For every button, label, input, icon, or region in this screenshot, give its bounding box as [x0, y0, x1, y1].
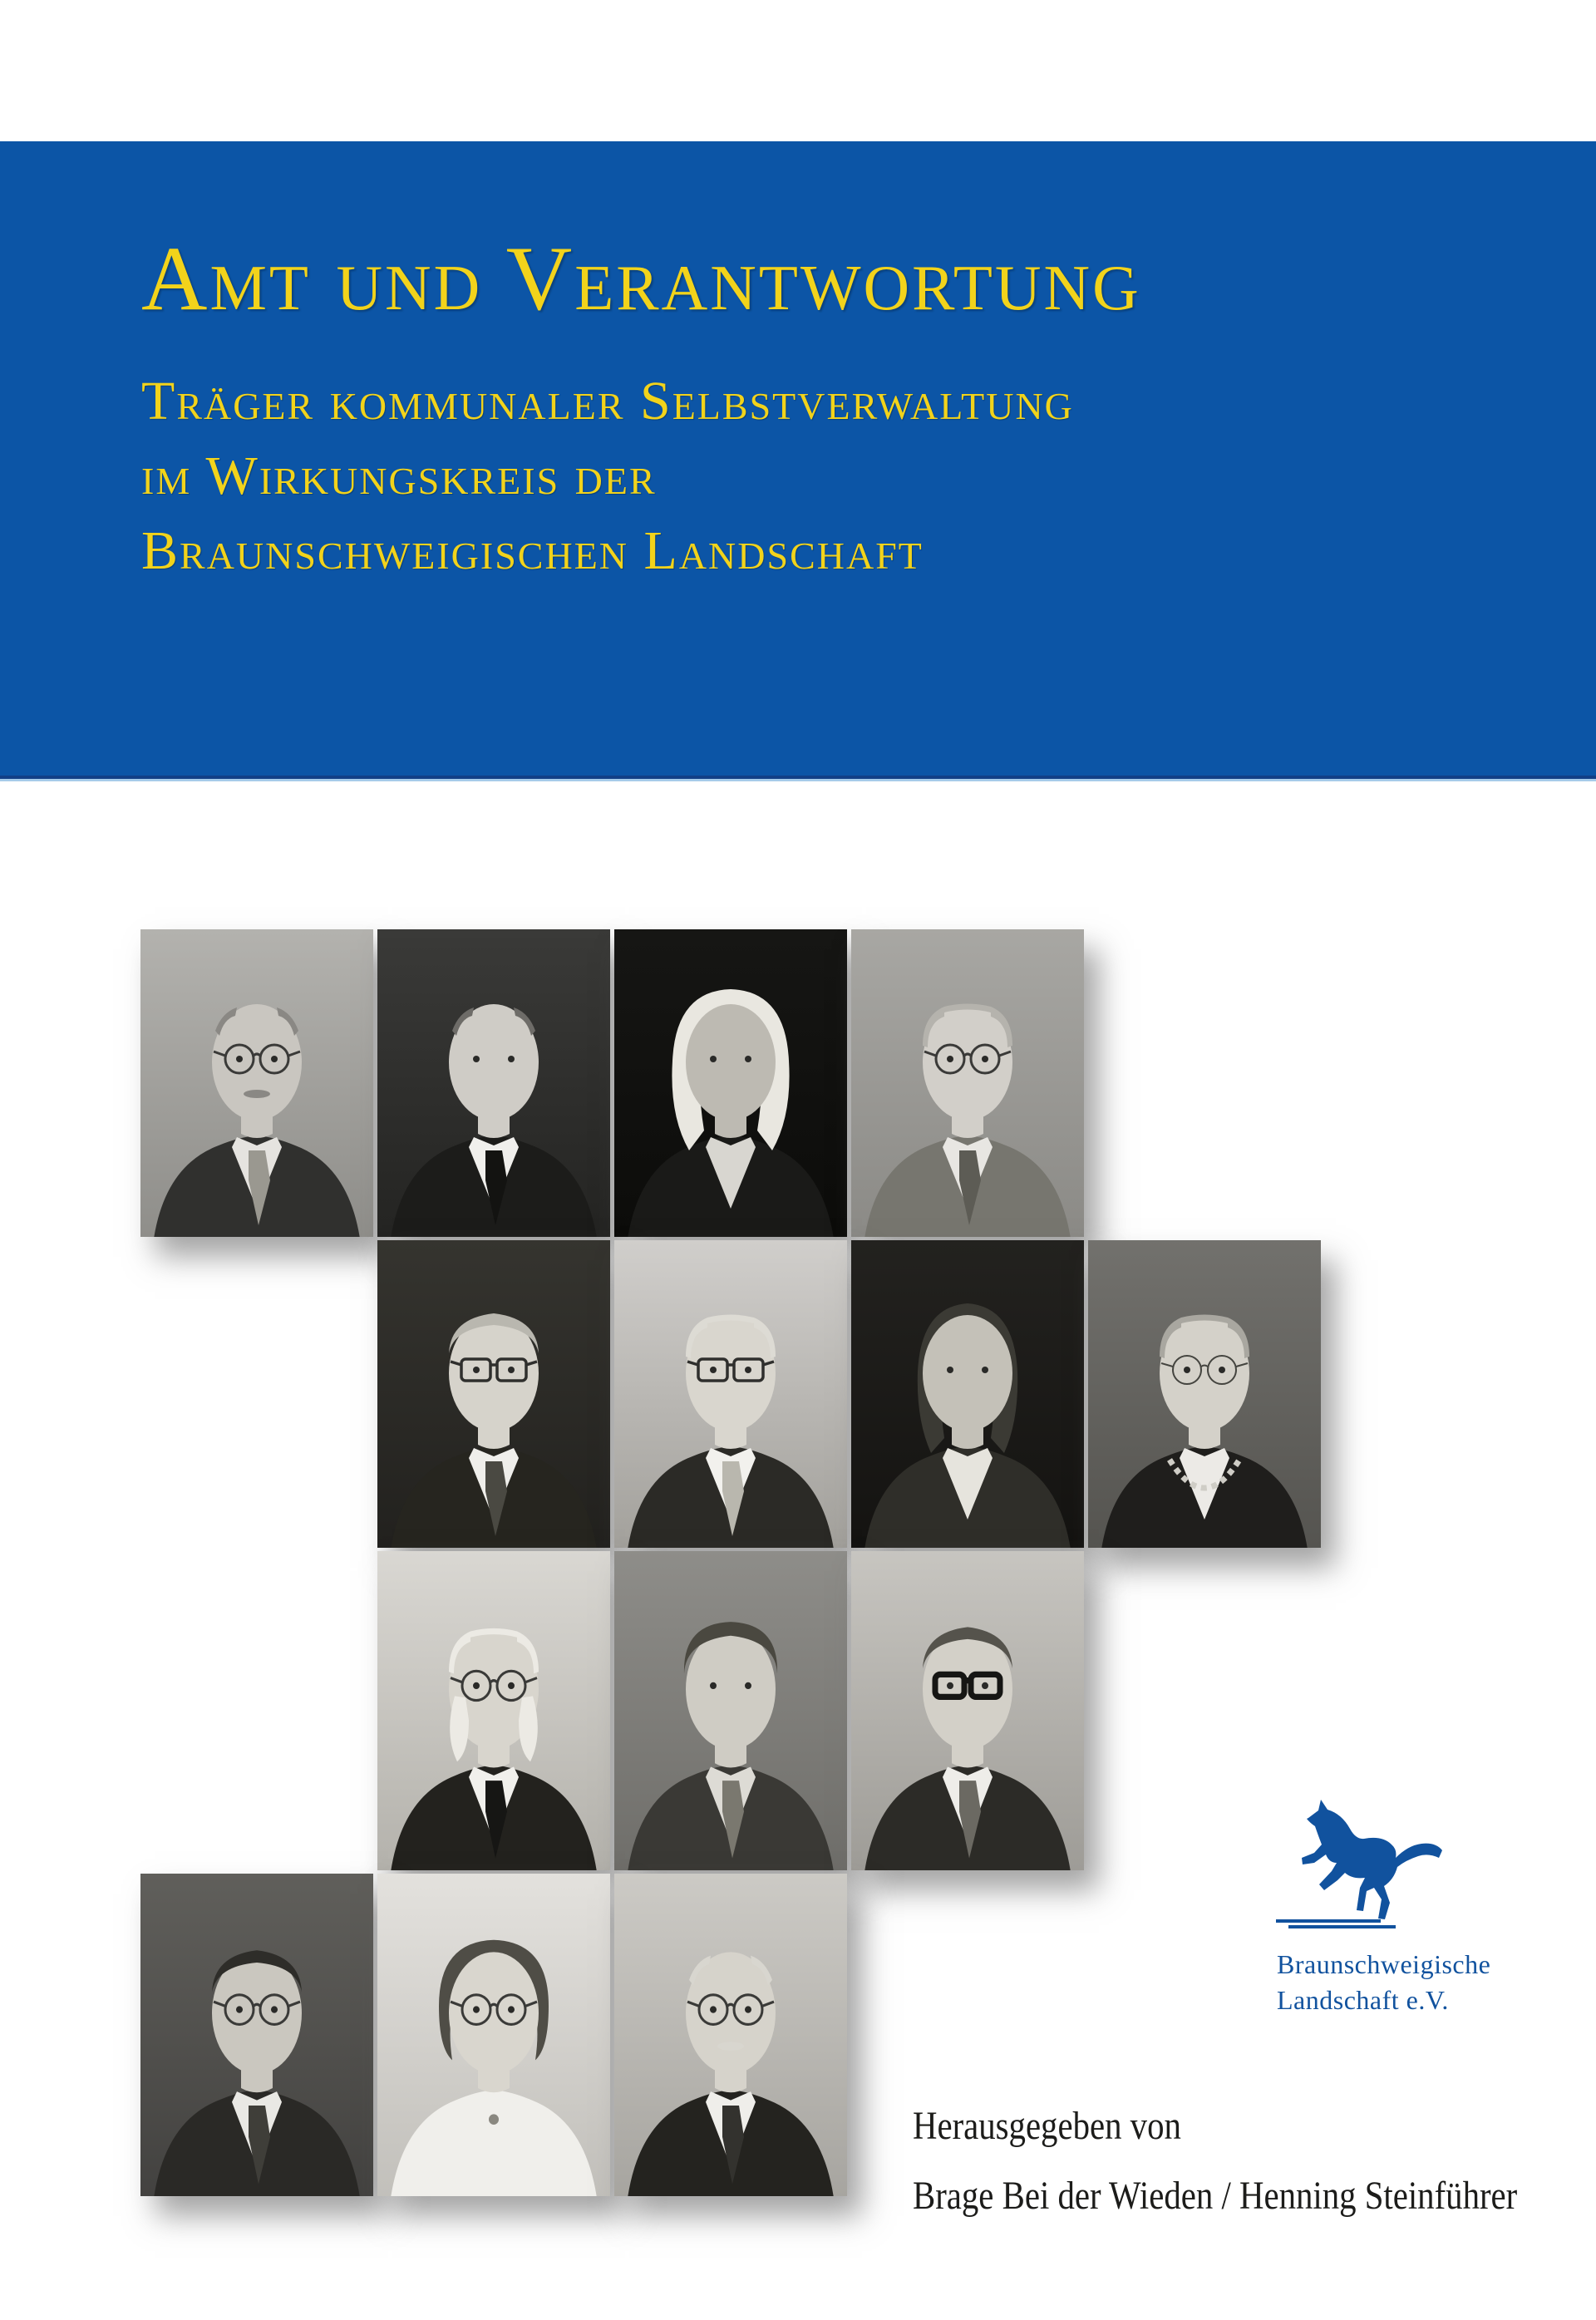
portrait-silhouette-icon — [377, 929, 610, 1237]
publisher-name-line-1: Braunschweigische — [1277, 1949, 1491, 1979]
portrait-photo-5 — [377, 1240, 610, 1548]
portrait-silhouette-icon — [614, 1874, 847, 2196]
book-title: Amt und Verantwortung — [141, 228, 1141, 329]
portrait-silhouette-icon — [614, 1551, 847, 1870]
publisher-logo — [1270, 1792, 1544, 2018]
saxon-steed-icon — [1270, 1792, 1446, 1930]
portrait-photo-7 — [851, 1240, 1084, 1548]
portrait-silhouette-icon — [614, 929, 847, 1237]
portrait-silhouette-icon — [377, 1551, 610, 1870]
publisher-name-line-2: Landschaft e.V. — [1277, 1985, 1449, 2015]
portrait-silhouette-icon — [377, 1240, 610, 1548]
subtitle-line-3: Braunschweigischen Landschaft — [141, 520, 924, 581]
portrait-photo-4 — [851, 929, 1084, 1237]
portrait-silhouette-icon — [614, 1240, 847, 1548]
portrait-photo-1 — [140, 929, 373, 1237]
portrait-silhouette-icon — [140, 929, 373, 1237]
portrait-photo-11 — [851, 1551, 1084, 1870]
portrait-photo-2 — [377, 929, 610, 1237]
imprint-line-2: Brage Bei der Wieden / Henning Steinführer — [913, 2174, 1518, 2218]
editors-imprint — [913, 2091, 1596, 2231]
portrait-photo-13 — [377, 1874, 610, 2196]
portrait-silhouette-icon — [851, 929, 1084, 1237]
portrait-silhouette-icon — [851, 1551, 1084, 1870]
subtitle-line-2: im Wirkungskreis der — [141, 446, 657, 506]
subtitle-line-1: Träger kommunaler Selbstverwaltung — [141, 371, 1074, 431]
portrait-photo-10 — [614, 1551, 847, 1870]
portrait-silhouette-icon — [377, 1874, 610, 2196]
portrait-photo-8 — [1088, 1240, 1321, 1548]
portrait-photo-9 — [377, 1551, 610, 1870]
portrait-photo-3 — [614, 929, 847, 1237]
publisher-name — [1270, 1947, 1544, 2018]
portrait-photo-14 — [614, 1874, 847, 2196]
portrait-silhouette-icon — [851, 1240, 1084, 1548]
portrait-photo-6 — [614, 1240, 847, 1548]
portrait-photo-12 — [140, 1874, 373, 2196]
imprint-line-1: Herausgegeben von — [913, 2104, 1181, 2148]
portrait-silhouette-icon — [140, 1874, 373, 2196]
portrait-silhouette-icon — [1088, 1240, 1321, 1548]
